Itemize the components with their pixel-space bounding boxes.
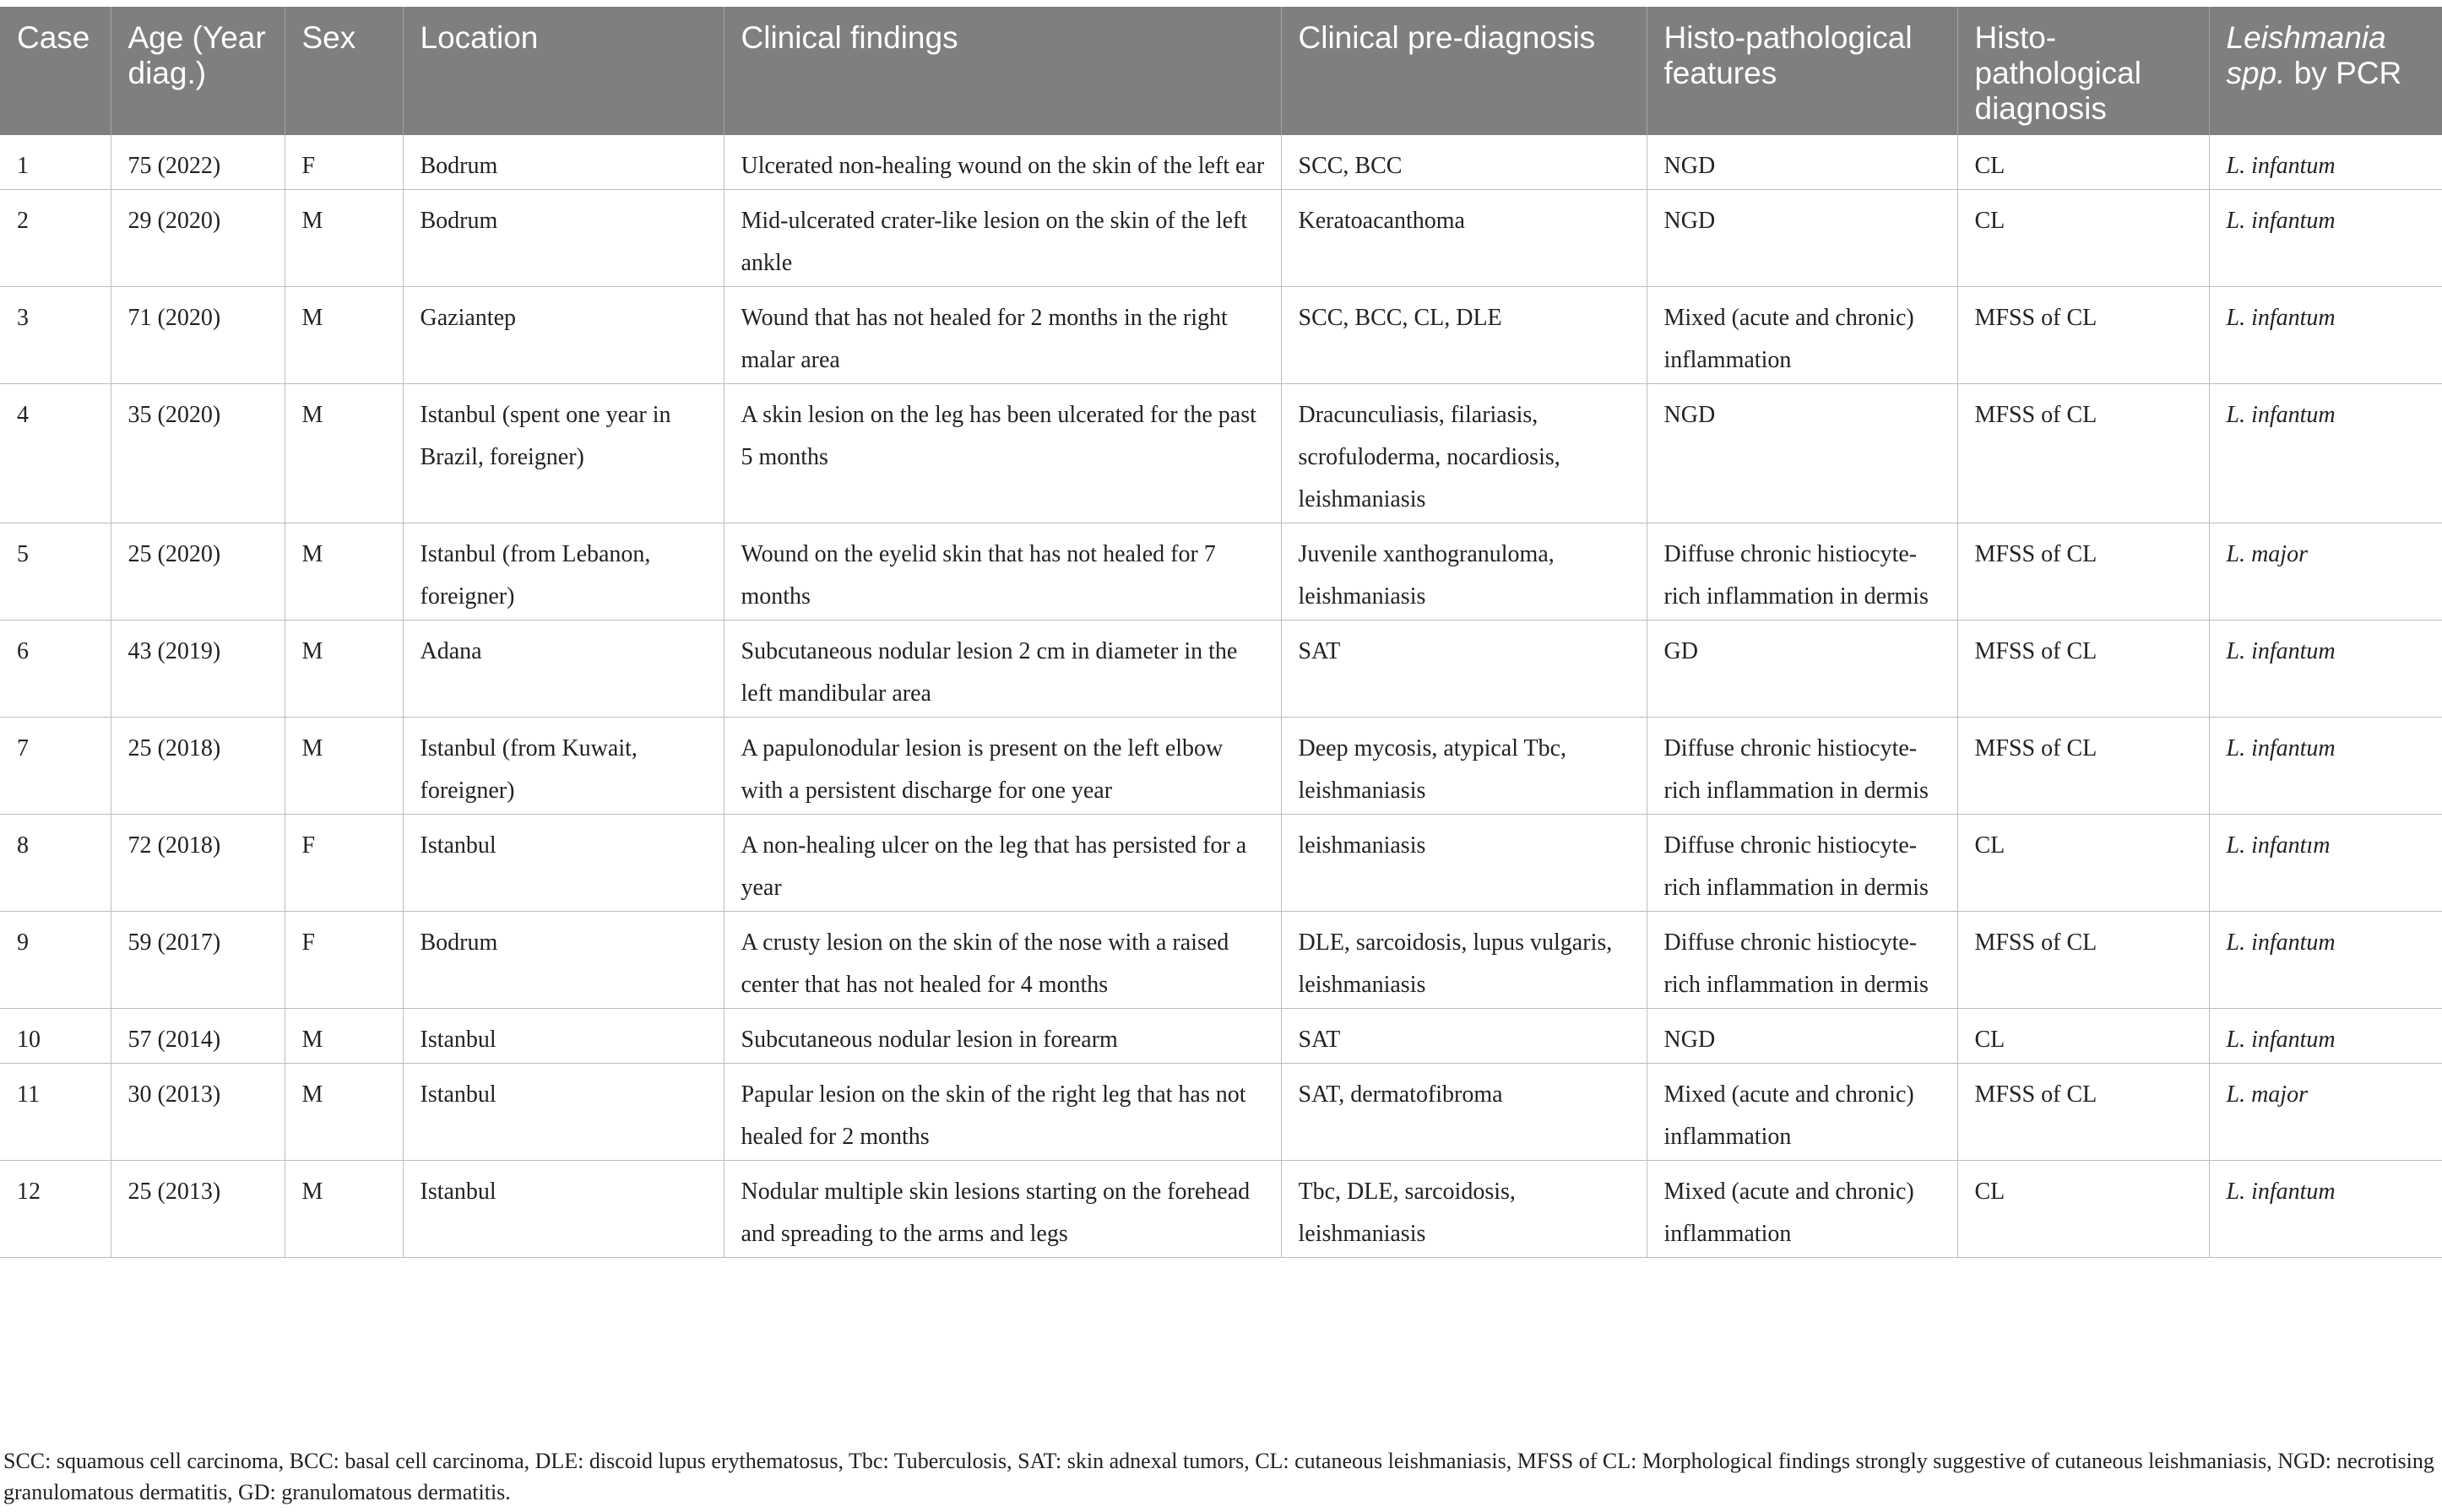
table-cell: MFSS of CL xyxy=(1957,1064,2209,1161)
table-row xyxy=(0,621,2442,718)
table-cell: L. infantum xyxy=(2209,287,2442,384)
table-cell: 11 xyxy=(0,1064,111,1161)
table-cell: M xyxy=(285,1161,403,1258)
table-cell: CL xyxy=(1957,135,2209,190)
table-cell: NGD xyxy=(1647,1009,1957,1064)
table-cell: F xyxy=(285,815,403,912)
column-header-3 xyxy=(285,7,403,135)
table-cell: SAT xyxy=(1281,1009,1647,1064)
table-cell: Nodular multiple skin lesions starting on the forehead and spreading to the arms and legs xyxy=(724,1161,1281,1258)
column-header-text: Histo-pathological diagnosis xyxy=(1974,20,2141,126)
table-cell: L. major xyxy=(2209,1064,2442,1161)
column-header-text: Location xyxy=(420,20,539,55)
table-cell: NGD xyxy=(1647,384,1957,523)
table-row xyxy=(0,1161,2442,1258)
table-cell: L. infantum xyxy=(2209,384,2442,523)
column-header-2 xyxy=(111,7,285,135)
table-cell: M xyxy=(285,287,403,384)
table-cell: 57 (2014) xyxy=(111,1009,285,1064)
table-cell: M xyxy=(285,384,403,523)
table-row xyxy=(0,384,2442,523)
table-cell: L. infantum xyxy=(2209,1161,2442,1258)
table-cell: 9 xyxy=(0,912,111,1009)
table-cell: L. infantum xyxy=(2209,621,2442,718)
table-cell: 43 (2019) xyxy=(111,621,285,718)
table-cell: Dracunculiasis, filariasis, scrofuloderma, nocardiosis, leishmaniasis xyxy=(1281,384,1647,523)
table-cell: NGD xyxy=(1647,190,1957,287)
table-cell: 2 xyxy=(0,190,111,287)
table-cell: MFSS of CL xyxy=(1957,287,2209,384)
table-cell: Ulcerated non-healing wound on the skin of the left ear xyxy=(724,135,1281,190)
table-cell: M xyxy=(285,523,403,621)
table-cell: Istanbul xyxy=(403,1161,724,1258)
table-cell: L. infantum xyxy=(2209,190,2442,287)
column-header-text: Sex xyxy=(301,20,356,55)
table-cell: A skin lesion on the leg has been ulcerated for the past 5 months xyxy=(724,384,1281,523)
table-cell: 7 xyxy=(0,718,111,815)
table-cell: 10 xyxy=(0,1009,111,1064)
table-cell: Mixed (acute and chronic) inflammation xyxy=(1647,287,1957,384)
table-cell: 5 xyxy=(0,523,111,621)
table-cell: Mixed (acute and chronic) inflammation xyxy=(1647,1161,1957,1258)
table-cell: L. infantım xyxy=(2209,815,2442,912)
table-cell: CL xyxy=(1957,815,2209,912)
table-cell: M xyxy=(285,1064,403,1161)
table-row xyxy=(0,287,2442,384)
table-row xyxy=(0,1009,2442,1064)
table-cell: Deep mycosis, atypical Tbc, leishmaniasis xyxy=(1281,718,1647,815)
table-row xyxy=(0,815,2442,912)
table-cell: A papulonodular lesion is present on the left elbow with a persistent discharge for one year xyxy=(724,718,1281,815)
header-row xyxy=(0,7,2442,135)
table-cell: Istanbul (spent one year in Brazil, foreigner) xyxy=(403,384,724,523)
column-header-text: Case xyxy=(17,20,90,55)
table-cell: MFSS of CL xyxy=(1957,621,2209,718)
case-table xyxy=(0,7,2442,1258)
table-cell: 3 xyxy=(0,287,111,384)
table-cell: 30 (2013) xyxy=(111,1064,285,1161)
table-cell: SCC, BCC, CL, DLE xyxy=(1281,287,1647,384)
table-cell: M xyxy=(285,1009,403,1064)
table-row xyxy=(0,523,2442,621)
table-cell: Gaziantep xyxy=(403,287,724,384)
table-row xyxy=(0,1064,2442,1161)
table-cell: Bodrum xyxy=(403,135,724,190)
table-cell: M xyxy=(285,190,403,287)
table-cell: Papular lesion on the skin of the right leg that has not healed for 2 months xyxy=(724,1064,1281,1161)
column-header-text: Age (Year diag.) xyxy=(128,20,266,90)
column-header-1 xyxy=(0,7,111,135)
table-cell: CL xyxy=(1957,1161,2209,1258)
table-cell: NGD xyxy=(1647,135,1957,190)
table-cell: 8 xyxy=(0,815,111,912)
table-cell: Istanbul xyxy=(403,1064,724,1161)
column-header-4 xyxy=(403,7,724,135)
table-cell: CL xyxy=(1957,190,2209,287)
table-row xyxy=(0,190,2442,287)
table-cell: L. infantum xyxy=(2209,718,2442,815)
table-cell: Istanbul xyxy=(403,1009,724,1064)
column-header-text: Clinical findings xyxy=(741,20,958,55)
table-cell: 4 xyxy=(0,384,111,523)
table-cell: CL xyxy=(1957,1009,2209,1064)
table-cell: MFSS of CL xyxy=(1957,718,2209,815)
column-header-italic: Leishmania spp. xyxy=(2226,20,2386,90)
table-cell: 75 (2022) xyxy=(111,135,285,190)
table-cell: Diffuse chronic histiocyte-rich inflammation in dermis xyxy=(1647,523,1957,621)
table-header xyxy=(0,7,2442,135)
table-cell: leishmaniasis xyxy=(1281,815,1647,912)
table-cell: 25 (2013) xyxy=(111,1161,285,1258)
table-cell: 71 (2020) xyxy=(111,287,285,384)
table-cell: MFSS of CL xyxy=(1957,912,2209,1009)
table-cell: Mixed (acute and chronic) inflammation xyxy=(1647,1064,1957,1161)
table-cell: Istanbul (from Lebanon, foreigner) xyxy=(403,523,724,621)
table-cell: 72 (2018) xyxy=(111,815,285,912)
table-cell: DLE, sarcoidosis, lupus vulgaris, leishmaniasis xyxy=(1281,912,1647,1009)
table-cell: Istanbul (from Kuwait, foreigner) xyxy=(403,718,724,815)
table-cell: Wound on the eyelid skin that has not healed for 7 months xyxy=(724,523,1281,621)
table-cell: Bodrum xyxy=(403,912,724,1009)
table-cell: Juvenile xanthogranuloma, leishmaniasis xyxy=(1281,523,1647,621)
table-cell: A crusty lesion on the skin of the nose with a raised center that has not healed for 4 months xyxy=(724,912,1281,1009)
table-cell: Diffuse chronic histiocyte-rich inflammation in dermis xyxy=(1647,912,1957,1009)
table-row xyxy=(0,718,2442,815)
table-cell: Bodrum xyxy=(403,190,724,287)
table-cell: F xyxy=(285,135,403,190)
table-cell: L. infantum xyxy=(2209,912,2442,1009)
table-cell: L. infantum xyxy=(2209,135,2442,190)
table-cell: SCC, BCC xyxy=(1281,135,1647,190)
column-header-5 xyxy=(724,7,1281,135)
column-header-6 xyxy=(1281,7,1647,135)
table-cell: Mid-ulcerated crater-like lesion on the skin of the left ankle xyxy=(724,190,1281,287)
table-cell: M xyxy=(285,718,403,815)
table-cell: L. infantum xyxy=(2209,1009,2442,1064)
table-cell: 1 xyxy=(0,135,111,190)
table-cell: SAT xyxy=(1281,621,1647,718)
table-cell: L. major xyxy=(2209,523,2442,621)
table-cell: Keratoacanthoma xyxy=(1281,190,1647,287)
table-footnote: SCC: squamous cell carcinoma, BCC: basal cell carcinoma, DLE: discoid lupus erythematosus, Tbc: Tuberculosis, SAT: skin adnexal tumors, CL: cutaneous leishmaniasis, MFSS of CL: Morphological findings strongly suggestive of cutaneous leishmaniasis, NGD: necrotising granulomatous dermatitis, GD: granulomatous dermatitis. xyxy=(3,1449,2434,1504)
table-cell: GD xyxy=(1647,621,1957,718)
table-cell: Adana xyxy=(403,621,724,718)
table-cell: SAT, dermatofibroma xyxy=(1281,1064,1647,1161)
column-header-text: Histo-pathological features xyxy=(1663,20,1913,90)
table-cell: 35 (2020) xyxy=(111,384,285,523)
table-cell: 25 (2020) xyxy=(111,523,285,621)
table-cell: Subcutaneous nodular lesion 2 cm in diameter in the left mandibular area xyxy=(724,621,1281,718)
table-cell: A non-healing ulcer on the leg that has persisted for a year xyxy=(724,815,1281,912)
table-cell: Subcutaneous nodular lesion in forearm xyxy=(724,1009,1281,1064)
table-cell: MFSS of CL xyxy=(1957,384,2209,523)
column-header-text: by PCR xyxy=(2285,56,2402,90)
table-cell: MFSS of CL xyxy=(1957,523,2209,621)
table-cell: 25 (2018) xyxy=(111,718,285,815)
column-header-text: Clinical pre-diagnosis xyxy=(1298,20,1596,55)
table-cell: 59 (2017) xyxy=(111,912,285,1009)
table-cell: 6 xyxy=(0,621,111,718)
table-cell: 12 xyxy=(0,1161,111,1258)
table-cell: 29 (2020) xyxy=(111,190,285,287)
table-cell: Diffuse chronic histiocyte-rich inflammation in dermis xyxy=(1647,718,1957,815)
column-header-7 xyxy=(1647,7,1957,135)
table-cell: Wound that has not healed for 2 months in the right malar area xyxy=(724,287,1281,384)
table-row xyxy=(0,912,2442,1009)
table-cell: F xyxy=(285,912,403,1009)
column-header-8 xyxy=(1957,7,2209,135)
table-row xyxy=(0,135,2442,190)
table-cell: M xyxy=(285,621,403,718)
column-header-9 xyxy=(2209,7,2442,135)
table-cell: Diffuse chronic histiocyte-rich inflammation in dermis xyxy=(1647,815,1957,912)
table-cell: Tbc, DLE, sarcoidosis, leishmaniasis xyxy=(1281,1161,1647,1258)
table-cell: Istanbul xyxy=(403,815,724,912)
table-body xyxy=(0,135,2442,1258)
